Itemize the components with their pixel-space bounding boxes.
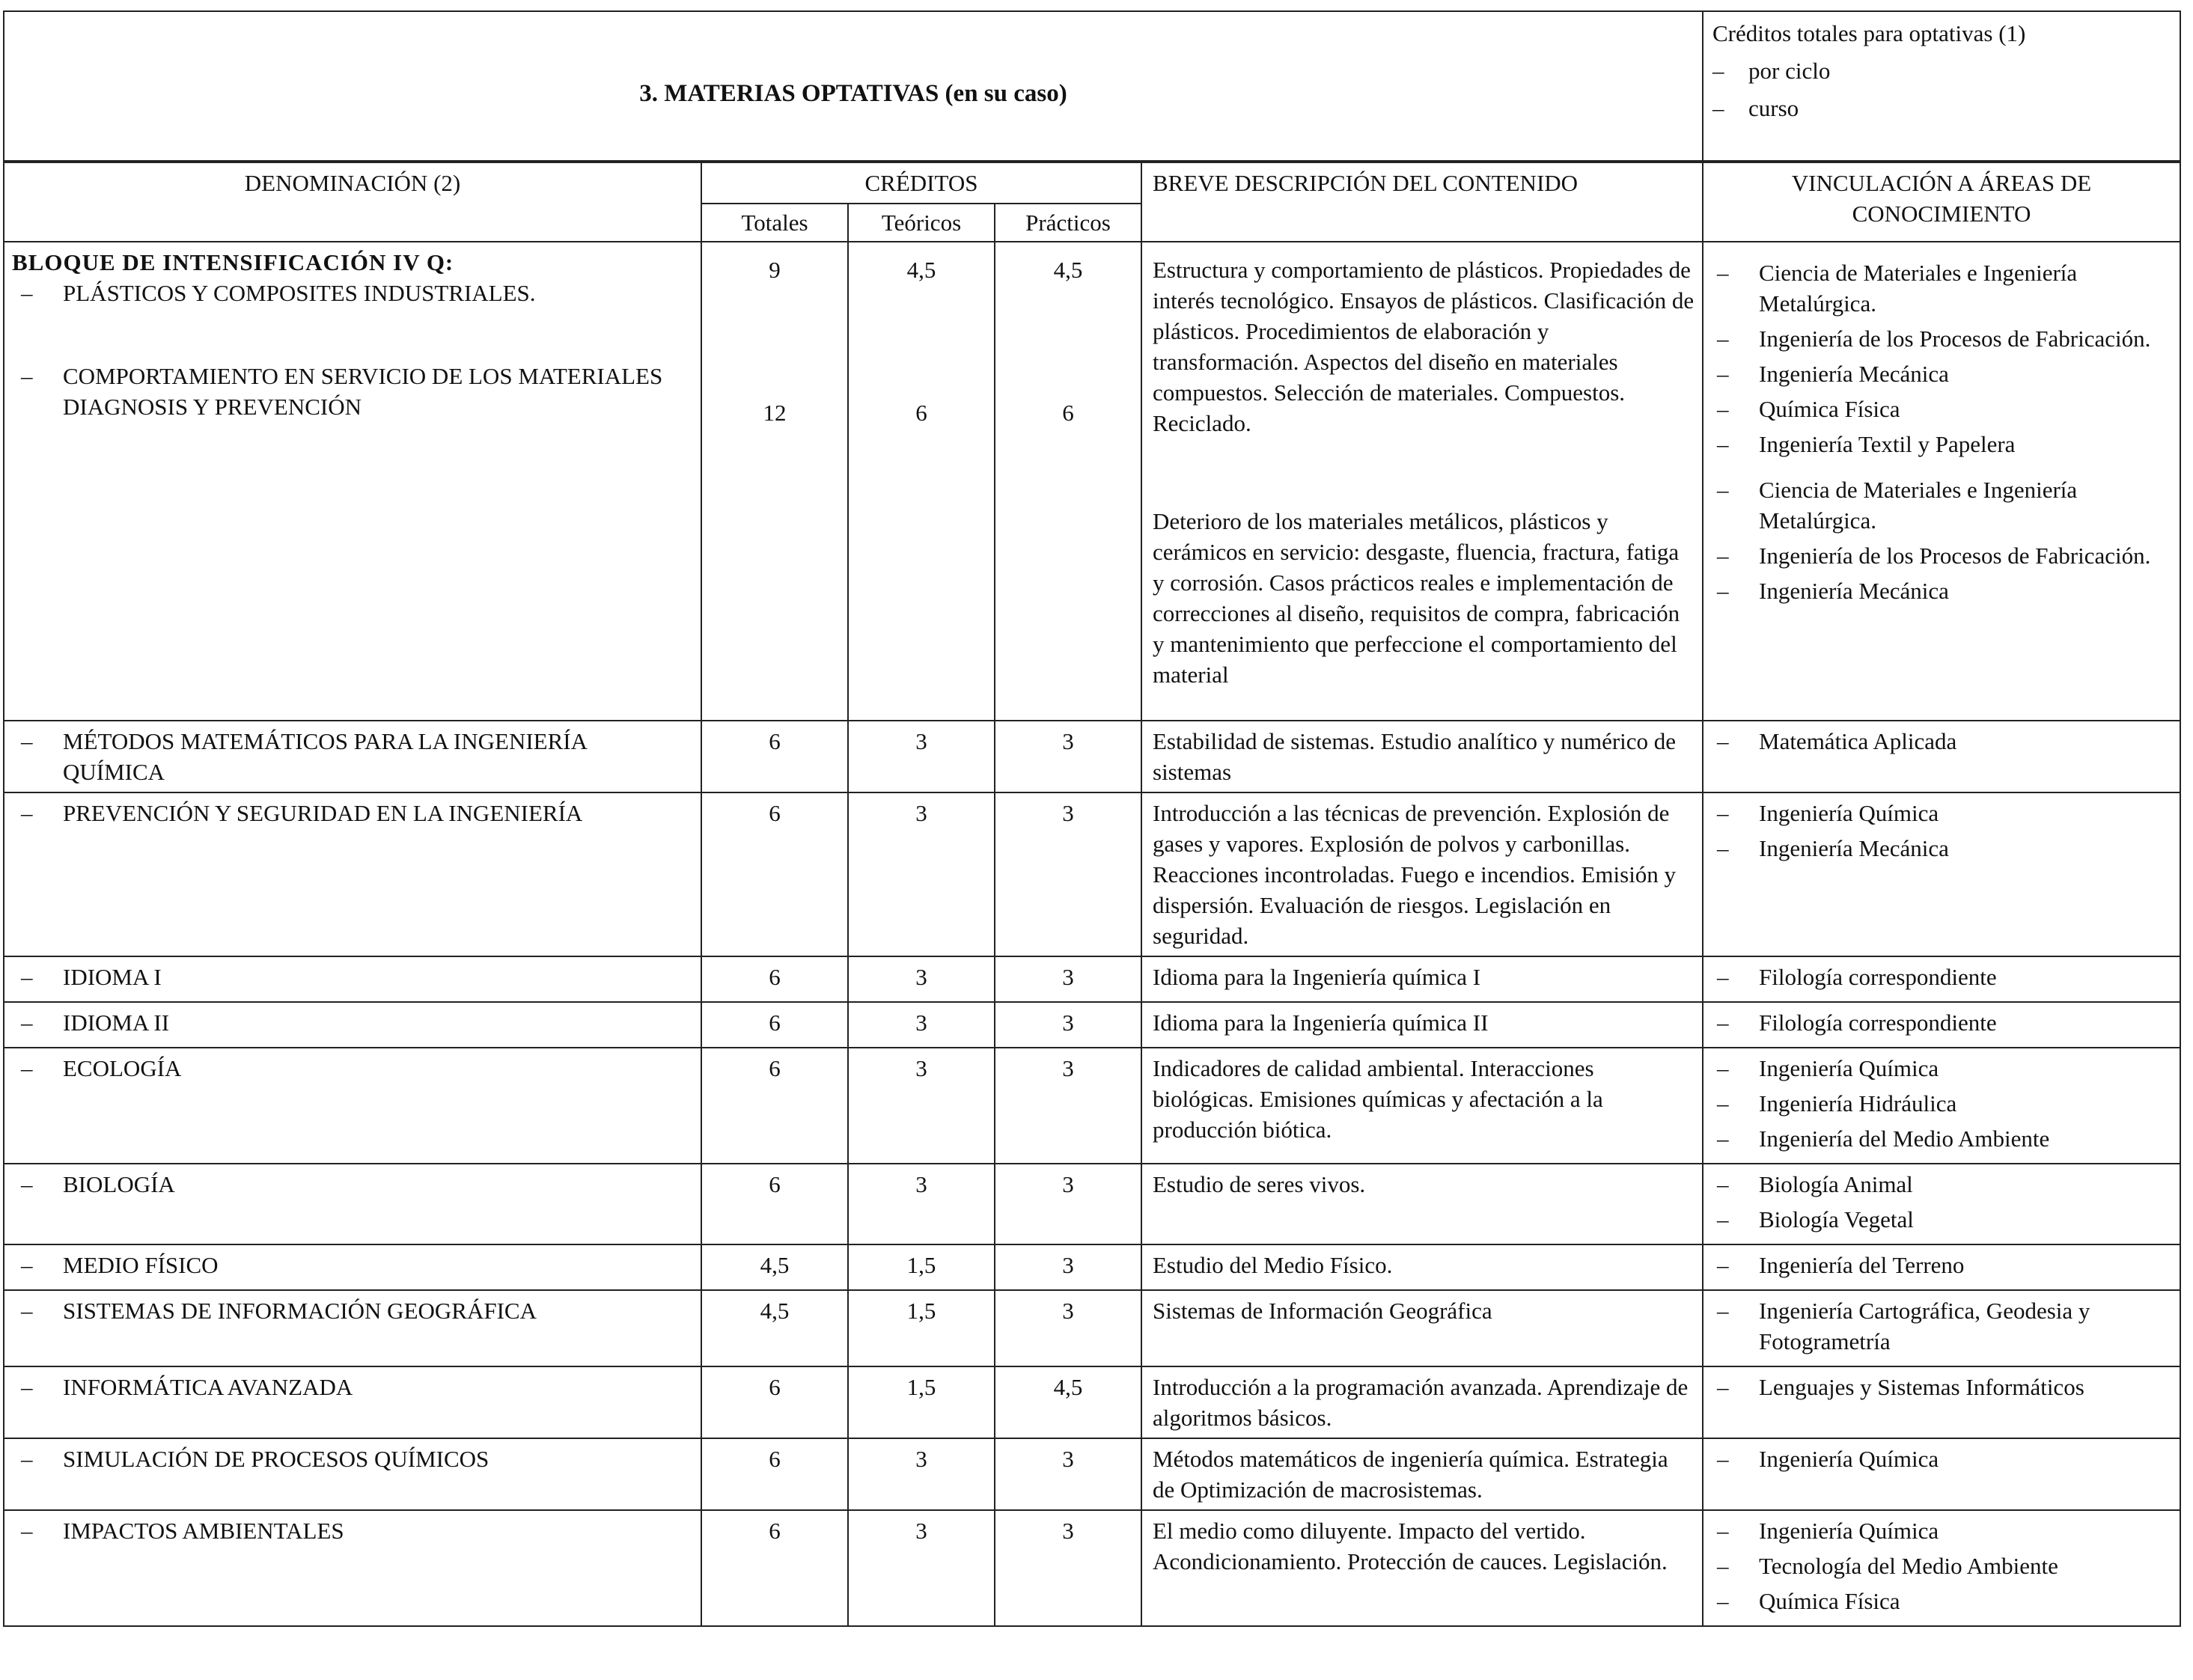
- teoricos-cell: 1,5: [848, 1290, 995, 1366]
- practicos-cell: [995, 242, 1141, 721]
- dash-mark: –: [1717, 578, 1729, 604]
- table-row: [4, 1510, 2180, 1626]
- area-label: Matemática Aplicada: [1759, 728, 1957, 754]
- col-descripcion: BREVE DESCRIPCIÓN DEL CONTENIDO: [1141, 162, 1703, 242]
- subject-label: IDIOMA II: [63, 1009, 170, 1036]
- area-list: [1711, 1169, 2172, 1235]
- table-row: [4, 1244, 2180, 1290]
- credit-teorico: 4,5: [906, 257, 936, 283]
- totales-cell: 4,5: [701, 1290, 848, 1366]
- subject-name: [12, 278, 693, 308]
- dash-mark: –: [21, 1446, 33, 1472]
- dash-mark: –: [21, 1252, 33, 1278]
- area-item: [1711, 1586, 2172, 1616]
- vinculacion-cell: [1703, 956, 2180, 1002]
- area-item: [1711, 1123, 2172, 1154]
- area-item: [1711, 575, 2172, 606]
- dash-mark: –: [1717, 396, 1729, 422]
- area-list: [1711, 798, 2172, 864]
- practicos-cell: 3: [995, 1244, 1141, 1290]
- col-totales: Totales: [701, 204, 848, 242]
- dash-mark: –: [1717, 1588, 1729, 1614]
- area-label: Ingeniería Hidráulica: [1759, 1090, 1957, 1117]
- subject-label: INFORMÁTICA AVANZADA: [63, 1374, 353, 1400]
- descripcion-cell: Idioma para la Ingeniería química II: [1141, 1002, 1703, 1048]
- block-title: BLOQUE DE INTENSIFICACIÓN IV Q:: [12, 249, 454, 275]
- subject-label: SIMULACIÓN DE PROCESOS QUÍMICOS: [63, 1446, 489, 1472]
- area-label: Lenguajes y Sistemas Informáticos: [1759, 1374, 2084, 1400]
- dash-mark: –: [1717, 326, 1729, 352]
- area-label: Biología Vegetal: [1759, 1206, 1914, 1232]
- vinculacion-cell: [1703, 1366, 2180, 1438]
- totales-cell: 6: [701, 956, 848, 1002]
- denominacion-cell: [4, 1290, 701, 1366]
- totales-cell: 6: [701, 1048, 848, 1164]
- practicos-cell: 3: [995, 1048, 1141, 1164]
- area-label: Química Física: [1759, 1588, 1900, 1614]
- area-list: [1711, 1295, 2172, 1357]
- dash-mark: –: [21, 1055, 33, 1081]
- dash-mark: –: [1717, 1055, 1729, 1081]
- table-row: [4, 721, 2180, 792]
- table-row: [4, 792, 2180, 956]
- descripcion-cell: Métodos matemáticos de ingeniería química. Estrategia de Optimización de macrosistemas.: [1141, 1438, 1703, 1510]
- area-item: [1711, 726, 2172, 757]
- totales-cell: 6: [701, 1164, 848, 1244]
- area-label: Ciencia de Materiales e Ingeniería Metalúrgica.: [1759, 260, 2078, 317]
- area-item: [1711, 1088, 2172, 1119]
- denominacion-cell: [4, 721, 701, 792]
- dash-mark: –: [1717, 835, 1729, 861]
- subject-label: PREVENCIÓN Y SEGURIDAD EN LA INGENIERÍA: [63, 800, 583, 826]
- dash-mark: –: [21, 363, 33, 389]
- area-label: Química Física: [1759, 396, 1900, 422]
- area-label: Ingeniería de los Procesos de Fabricación.: [1759, 326, 2151, 352]
- totales-cell: 6: [701, 1002, 848, 1048]
- vinculacion-cell: [1703, 1164, 2180, 1244]
- dash-mark: –: [1717, 964, 1729, 990]
- dash-mark: –: [1717, 800, 1729, 826]
- subject-label: MEDIO FÍSICO: [63, 1252, 219, 1278]
- area-list: [1711, 1007, 2172, 1038]
- table-row: [4, 1164, 2180, 1244]
- totales-cell: 6: [701, 721, 848, 792]
- credit-total: 9: [769, 257, 781, 283]
- subject-label: SISTEMAS DE INFORMACIÓN GEOGRÁFICA: [63, 1298, 537, 1324]
- dash-mark: –: [21, 1518, 33, 1544]
- area-item: [1711, 1444, 2172, 1474]
- denominacion-cell: [4, 1048, 701, 1164]
- dash-mark: –: [21, 1298, 33, 1324]
- col-denominacion: DENOMINACIÓN (2): [4, 162, 701, 242]
- dash-mark: –: [21, 1009, 33, 1036]
- denominacion-cell: [4, 1366, 701, 1438]
- area-item: [1711, 1295, 2172, 1357]
- area-item: [1711, 1204, 2172, 1235]
- area-item: [1711, 1169, 2172, 1200]
- descripcion-cell: Indicadores de calidad ambiental. Interacciones biológicas. Emisiones químicas y afectación a la producción biótica.: [1141, 1048, 1703, 1164]
- denominacion-cell: [4, 1438, 701, 1510]
- dash-mark: –: [1717, 728, 1729, 754]
- header-table: [3, 10, 2181, 162]
- dash-mark: –: [1717, 361, 1729, 387]
- area-item: [1711, 474, 2172, 536]
- area-label: Ingeniería Química: [1759, 800, 1939, 826]
- subject-label: BIOLOGÍA: [63, 1171, 175, 1197]
- teoricos-cell: 3: [848, 1002, 995, 1048]
- totales-cell: 6: [701, 1438, 848, 1510]
- area-list: [1711, 962, 2172, 992]
- credit-practico: 6: [1062, 400, 1074, 426]
- dash-mark: –: [1717, 1446, 1729, 1472]
- area-item: [1711, 1250, 2172, 1280]
- area-label: Ingeniería Mecánica: [1759, 361, 1949, 387]
- credits-box: [1703, 11, 2180, 161]
- area-list: [1711, 1250, 2172, 1280]
- table-row: [4, 1438, 2180, 1510]
- area-label: Ingeniería Química: [1759, 1446, 1939, 1472]
- denominacion-cell: [4, 792, 701, 956]
- subject-label: COMPORTAMIENTO EN SERVICIO DE LOS MATERIALES DIAGNOSIS Y PREVENCIÓN: [63, 363, 663, 420]
- area-item: [1711, 1053, 2172, 1084]
- area-label: Ingeniería Cartográfica, Geodesia y Fotogrametría: [1759, 1298, 2090, 1354]
- area-item: [1711, 358, 2172, 389]
- credit-practico: 4,5: [1053, 257, 1083, 283]
- totales-cell: 6: [701, 1510, 848, 1626]
- credits-title: Créditos totales para optativas (1): [1712, 20, 2026, 46]
- credits-item: – curso: [1712, 95, 1799, 121]
- totales-cell: 6: [701, 792, 848, 956]
- descripcion-cell: Estabilidad de sistemas. Estudio analítico y numérico de sistemas: [1141, 721, 1703, 792]
- area-label: Ciencia de Materiales e Ingeniería Metalúrgica.: [1759, 477, 2078, 534]
- document-page: [3, 10, 2180, 1627]
- subject-label: ECOLOGÍA: [63, 1055, 182, 1081]
- area-list: [1711, 726, 2172, 757]
- denominacion-cell: [4, 1002, 701, 1048]
- area-item: [1711, 962, 2172, 992]
- teoricos-cell: 3: [848, 1164, 995, 1244]
- teoricos-cell: 3: [848, 1048, 995, 1164]
- teoricos-cell: 3: [848, 1438, 995, 1510]
- description-text: Deterioro de los materiales metálicos, plásticos y cerámicos en servicio: desgaste, fluencia, fractura, fatiga y corrosión. Casos prácticos reales e implementación de correcciones al diseño, requisitos de compra, fabricación y mantenimiento que perfeccione el comportamiento del material: [1153, 508, 1680, 688]
- area-list: [1711, 1444, 2172, 1474]
- teoricos-cell: 3: [848, 792, 995, 956]
- dash-mark: –: [1717, 477, 1729, 503]
- vinculacion-cell: [1703, 1002, 2180, 1048]
- table-row: [4, 956, 2180, 1002]
- col-teoricos: Teóricos: [848, 204, 995, 242]
- vinculacion-cell: [1703, 1438, 2180, 1510]
- teoricos-cell: 3: [848, 1510, 995, 1626]
- dash-mark: –: [21, 728, 33, 754]
- subject-name: [12, 1007, 693, 1038]
- totales-cell: 6: [701, 1366, 848, 1438]
- dash-mark: –: [1717, 1374, 1729, 1400]
- subject-name: [12, 726, 693, 787]
- table-row: [4, 1366, 2180, 1438]
- dash-mark: –: [21, 1374, 33, 1400]
- area-list: [1711, 257, 2172, 459]
- vinculacion-cell: [1703, 721, 2180, 792]
- col-creditos: CRÉDITOS: [701, 162, 1141, 204]
- area-label: Ingeniería del Terreno: [1759, 1252, 1965, 1278]
- totales-cell: 4,5: [701, 1244, 848, 1290]
- area-label: Ingeniería del Medio Ambiente: [1759, 1125, 2050, 1152]
- area-label: Ingeniería Mecánica: [1759, 835, 1949, 861]
- credit-total: 12: [763, 400, 787, 426]
- subject-name: [12, 1250, 693, 1280]
- dash-mark: –: [1717, 1518, 1729, 1544]
- practicos-cell: 3: [995, 1438, 1141, 1510]
- credit-teorico: 6: [915, 400, 927, 426]
- area-list: [1711, 474, 2172, 606]
- bloque-row: [4, 242, 2180, 721]
- practicos-cell: 3: [995, 1510, 1141, 1626]
- subject-name: [12, 361, 693, 422]
- dash-mark: –: [1717, 543, 1729, 569]
- area-item: [1711, 833, 2172, 864]
- area-item: [1711, 394, 2172, 424]
- dash-mark: –: [1717, 1206, 1729, 1232]
- col-vinculacion: VINCULACIÓN A ÁREAS DE CONOCIMIENTO: [1703, 162, 2180, 242]
- area-label: Ingeniería Textil y Papelera: [1759, 431, 2016, 457]
- subject-label: PLÁSTICOS Y COMPOSITES INDUSTRIALES.: [63, 280, 536, 306]
- dash-mark: –: [1717, 1125, 1729, 1152]
- dash-mark: –: [21, 280, 33, 306]
- area-item: [1711, 429, 2172, 459]
- area-label: Filología correspondiente: [1759, 1009, 1997, 1036]
- area-label: Filología correspondiente: [1759, 964, 1997, 990]
- area-list: [1711, 1515, 2172, 1616]
- section-title: 3. MATERIAS OPTATIVAS (en su caso): [4, 11, 1703, 161]
- area-item: [1711, 1007, 2172, 1038]
- totales-cell: [701, 242, 848, 721]
- practicos-cell: 3: [995, 1290, 1141, 1366]
- teoricos-cell: 3: [848, 721, 995, 792]
- area-item: [1711, 257, 2172, 319]
- teoricos-cell: 1,5: [848, 1366, 995, 1438]
- area-item: [1711, 1551, 2172, 1581]
- area-label: Ingeniería de los Procesos de Fabricación.: [1759, 543, 2151, 569]
- teoricos-cell: 1,5: [848, 1244, 995, 1290]
- area-item: [1711, 1515, 2172, 1546]
- area-label: Tecnología del Medio Ambiente: [1759, 1553, 2058, 1579]
- dash-mark: –: [21, 1171, 33, 1197]
- area-list: [1711, 1053, 2172, 1154]
- area-item: [1711, 323, 2172, 354]
- vinculacion-cell: [1703, 1048, 2180, 1164]
- area-label: Ingeniería Química: [1759, 1055, 1939, 1081]
- subject-name: [12, 1444, 693, 1474]
- subject-name: [12, 1295, 693, 1326]
- dash-mark: –: [1717, 1171, 1729, 1197]
- area-label: Biología Animal: [1759, 1171, 1913, 1197]
- teoricos-cell: 3: [848, 956, 995, 1002]
- area-list: [1711, 1372, 2172, 1402]
- denominacion-cell: [4, 1244, 701, 1290]
- description-text: Estructura y comportamiento de plásticos. Propiedades de interés tecnológico. Ensayos de plásticos. Clasificación de plásticos. Procedimientos de elaboración y transformación. Aspectos del diseño en materiales compuestos. Selección de materiales. Compuestos. Reciclado.: [1153, 257, 1695, 436]
- table-row: [4, 1002, 2180, 1048]
- area-label: Ingeniería Mecánica: [1759, 578, 1949, 604]
- vinculacion-cell: [1703, 792, 2180, 956]
- vinculacion-cell: [1703, 1290, 2180, 1366]
- subject-name: [12, 798, 693, 828]
- area-item: [1711, 798, 2172, 828]
- vinculacion-cell: [1703, 1510, 2180, 1626]
- practicos-cell: 3: [995, 792, 1141, 956]
- credits-item: – por ciclo: [1712, 58, 1831, 84]
- table-row: [4, 1290, 2180, 1366]
- subject-label: MÉTODOS MATEMÁTICOS PARA LA INGENIERÍA QUÍMICA: [63, 728, 587, 785]
- dash-mark: –: [1717, 1090, 1729, 1117]
- subject-name: [12, 1515, 693, 1546]
- table-row: [4, 1048, 2180, 1164]
- subject-name: [12, 1169, 693, 1200]
- dash-mark: –: [1717, 260, 1729, 286]
- descripcion-cell: [1141, 242, 1703, 721]
- vinculacion-cell: [1703, 242, 2180, 721]
- descripcion-cell: Estudio del Medio Físico.: [1141, 1244, 1703, 1290]
- bloque-subject: [12, 361, 693, 422]
- dash-mark: –: [21, 964, 33, 990]
- col-practicos: Prácticos: [995, 204, 1141, 242]
- practicos-cell: 3: [995, 956, 1141, 1002]
- practicos-cell: 3: [995, 1002, 1141, 1048]
- denominacion-cell: [4, 956, 701, 1002]
- dash-mark: –: [21, 800, 33, 826]
- descripcion-cell: Introducción a la programación avanzada. Aprendizaje de algoritmos básicos.: [1141, 1366, 1703, 1438]
- subject-label: IMPACTOS AMBIENTALES: [63, 1518, 344, 1544]
- dash-mark: –: [1717, 1298, 1729, 1324]
- teoricos-cell: [848, 242, 995, 721]
- subject-name: [12, 1372, 693, 1402]
- bloque-subject: [12, 278, 693, 308]
- dash-mark: –: [1717, 431, 1729, 457]
- descripcion-cell: Sistemas de Información Geográfica: [1141, 1290, 1703, 1366]
- practicos-cell: 3: [995, 1164, 1141, 1244]
- area-label: Ingeniería Química: [1759, 1518, 1939, 1544]
- practicos-cell: 3: [995, 721, 1141, 792]
- descripcion-cell: El medio como diluyente. Impacto del vertido. Acondicionamiento. Protección de cauces. Legislación.: [1141, 1510, 1703, 1626]
- dash-mark: –: [1717, 1252, 1729, 1278]
- descripcion-cell: Estudio de seres vivos.: [1141, 1164, 1703, 1244]
- denominacion-cell: [4, 1164, 701, 1244]
- vinculacion-cell: [1703, 1244, 2180, 1290]
- area-item: [1711, 540, 2172, 571]
- descripcion-cell: Idioma para la Ingeniería química I: [1141, 956, 1703, 1002]
- subjects-table: [3, 162, 2181, 1627]
- subject-label: IDIOMA I: [63, 964, 162, 990]
- practicos-cell: 4,5: [995, 1366, 1141, 1438]
- descripcion-cell: Introducción a las técnicas de prevención. Explosión de gases y vapores. Explosión de polvos y carbonillas. Reacciones incontroladas. Fuego e incendios. Emisión y dispersión. Evaluación de riesgos. Legislación en seguridad.: [1141, 792, 1703, 956]
- subject-name: [12, 1053, 693, 1084]
- area-item: [1711, 1372, 2172, 1402]
- denominacion-cell: [4, 242, 701, 721]
- dash-mark: –: [1717, 1553, 1729, 1579]
- denominacion-cell: [4, 1510, 701, 1626]
- subject-name: [12, 962, 693, 992]
- dash-mark: –: [1717, 1009, 1729, 1036]
